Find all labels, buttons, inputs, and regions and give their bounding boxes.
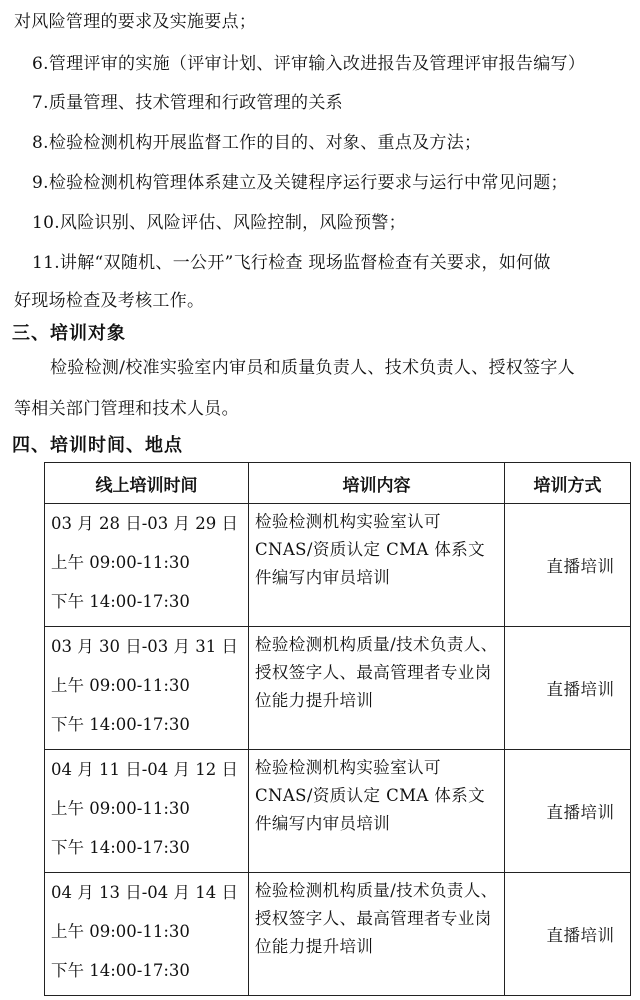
method-text: 直播培训: [546, 803, 615, 822]
afternoon-time: 下午 14:00-17:30: [51, 838, 190, 857]
table-row: [45, 627, 631, 750]
method-text: 直播培训: [546, 926, 615, 945]
header-method: 培训方式: [505, 463, 631, 504]
time-cell: [45, 627, 249, 750]
intro-tail-line: 对风险管理的要求及实施要点；: [14, 12, 257, 32]
section-3-title: 三、培训对象: [12, 323, 126, 344]
section-4-title: 四、培训时间、地点: [12, 435, 183, 456]
item-6: 6.管理评审的实施（评审计划、评审输入改进报告及管理评审报告编写）: [32, 54, 586, 74]
time-cell: [45, 504, 249, 627]
item-11-continued: 好现场检查及考核工作。: [14, 291, 205, 311]
item-10: 10.风险识别、风险评估、风险控制，风险预警；: [32, 213, 406, 233]
afternoon-time: 下午 14:00-17:30: [51, 592, 190, 611]
table-row: [45, 750, 631, 873]
date-range: 03 月 30 日-03 月 31 日: [51, 637, 239, 656]
afternoon-time: 下午 14:00-17:30: [51, 961, 190, 980]
table-row: [45, 504, 631, 627]
section-3-line-2: 等相关部门管理和技术人员。: [14, 399, 239, 419]
content-cell: 检验检测机构实验室认可CNAS/资质认定 CMA 体系文件编写内审员培训: [249, 750, 505, 873]
item-7: 7.质量管理、技术管理和行政管理的关系: [32, 93, 343, 113]
method-cell: [505, 504, 631, 627]
header-content: 培训内容: [249, 463, 505, 504]
table-header-row: [45, 463, 631, 504]
content-cell: 检验检测机构质量/技术负责人、授权签字人、最高管理者专业岗位能力提升培训: [249, 873, 505, 996]
morning-time: 上午 09:00-11:30: [51, 799, 190, 818]
date-range: 04 月 11 日-04 月 12 日: [51, 760, 239, 779]
header-time: 线上培训时间: [45, 463, 249, 504]
training-schedule-table: [44, 462, 631, 996]
morning-time: 上午 09:00-11:30: [51, 676, 190, 695]
afternoon-time: 下午 14:00-17:30: [51, 715, 190, 734]
table-row: [45, 873, 631, 996]
method-cell: [505, 627, 631, 750]
content-cell: 检验检测机构质量/技术负责人、授权签字人、最高管理者专业岗位能力提升培训: [249, 627, 505, 750]
item-8: 8.检验检测机构开展监督工作的目的、对象、重点及方法；: [32, 133, 482, 153]
date-range: 03 月 28 日-03 月 29 日: [51, 514, 239, 533]
time-cell: [45, 750, 249, 873]
date-range: 04 月 13 日-04 月 14 日: [51, 883, 239, 902]
morning-time: 上午 09:00-11:30: [51, 553, 190, 572]
method-text: 直播培训: [546, 557, 615, 576]
method-cell: [505, 750, 631, 873]
item-11: 11.讲解“双随机、一公开”飞行检查 现场监督检查有关要求，如何做: [32, 253, 551, 273]
method-text: 直播培训: [546, 680, 615, 699]
item-9: 9.检验检测机构管理体系建立及关键程序运行要求与运行中常见问题；: [32, 173, 568, 193]
content-cell: 检验检测机构实验室认可CNAS/资质认定 CMA 体系文件编写内审员培训: [249, 504, 505, 627]
method-cell: [505, 873, 631, 996]
time-cell: [45, 873, 249, 996]
morning-time: 上午 09:00-11:30: [51, 922, 190, 941]
section-3-line-1: 检验检测/校准实验室内审员和质量负责人、技术负责人、授权签字人: [50, 358, 576, 378]
